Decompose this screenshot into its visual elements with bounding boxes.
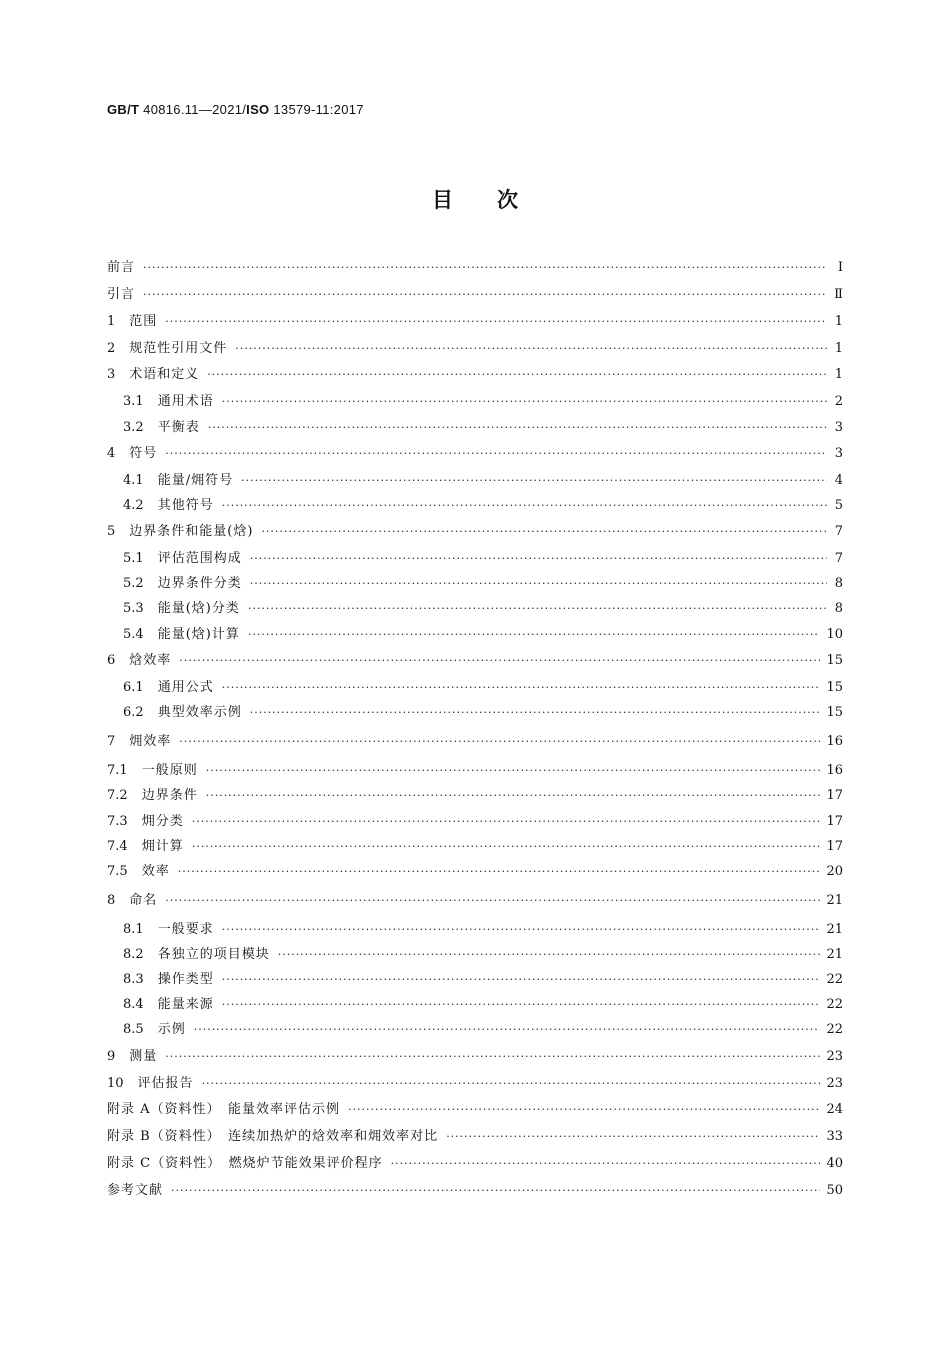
dot-leader xyxy=(250,574,827,594)
toc-entry[interactable] xyxy=(107,995,843,1015)
toc-entry-page: 7 xyxy=(834,524,843,539)
toc-entry-number: 10 xyxy=(107,1076,124,1091)
toc-entry-page: 22 xyxy=(826,1022,843,1037)
toc-entry-title: 㶲分类 xyxy=(141,814,184,829)
toc-entry[interactable] xyxy=(107,285,843,305)
dot-leader xyxy=(143,285,827,305)
dot-leader xyxy=(222,678,821,698)
toc-entry-page: 2 xyxy=(834,394,843,409)
toc-entry-page: 16 xyxy=(826,763,843,778)
toc-entry-title: 参考文献 xyxy=(107,1183,164,1198)
dot-leader xyxy=(165,444,827,464)
toc-entry-title: 术语和定义 xyxy=(129,367,200,382)
toc-entry-title: 范围 xyxy=(129,314,158,329)
dot-leader xyxy=(248,599,827,619)
toc-entry-page: 15 xyxy=(826,705,843,720)
toc-entry-title: 前言 xyxy=(107,260,136,275)
toc-entry-number: 7.2 xyxy=(107,788,128,803)
toc-entry[interactable] xyxy=(107,1100,843,1120)
toc-entry-title: 能量(焓)计算 xyxy=(157,627,240,642)
toc-entry-title: 一般要求 xyxy=(157,922,214,937)
toc-entry-page: 21 xyxy=(826,893,843,908)
dot-leader xyxy=(165,891,820,911)
toc-entry-page: 23 xyxy=(826,1049,843,1064)
toc-entry-page: 21 xyxy=(826,947,843,962)
dot-leader xyxy=(143,258,827,278)
dot-leader xyxy=(348,1100,820,1120)
dot-leader xyxy=(207,365,827,385)
dot-leader xyxy=(446,1127,820,1147)
dot-leader xyxy=(261,522,827,542)
toc-entry-page: 17 xyxy=(826,814,843,829)
toc-entry-title: 边界条件分类 xyxy=(157,576,242,591)
toc-entry[interactable] xyxy=(107,1181,843,1201)
toc-entry[interactable] xyxy=(107,549,843,569)
toc-entry[interactable] xyxy=(107,258,843,278)
toc-entry-page: 3 xyxy=(834,420,843,435)
iso-code: ISO xyxy=(246,102,270,117)
toc-entry-number: 8.1 xyxy=(123,922,144,937)
page-title: 目次 xyxy=(432,188,562,212)
toc-entry[interactable] xyxy=(107,444,843,464)
toc-entry-page: 17 xyxy=(826,839,843,854)
toc-entry-number: 6.1 xyxy=(123,680,144,695)
toc-entry-number: 8.2 xyxy=(123,947,144,962)
toc-entry-title: 操作类型 xyxy=(157,972,214,987)
dot-leader xyxy=(202,1074,821,1094)
dot-leader xyxy=(248,625,821,645)
toc-entry-number: 5.1 xyxy=(123,551,144,566)
toc-entry-number: 6.2 xyxy=(123,705,144,720)
toc-entry-page: 3 xyxy=(834,446,843,461)
toc-entry-title: 示例 xyxy=(157,1022,186,1037)
toc-entry[interactable] xyxy=(107,891,843,911)
toc-entry[interactable] xyxy=(107,574,843,594)
toc-entry[interactable] xyxy=(107,837,843,857)
toc-entry-number: 8.5 xyxy=(123,1022,144,1037)
toc-entry[interactable] xyxy=(107,339,843,359)
toc-entry[interactable] xyxy=(107,920,843,940)
toc-entry-page: 17 xyxy=(826,788,843,803)
toc-entry-page: 21 xyxy=(826,922,843,937)
toc-entry-title: 符号 xyxy=(129,446,158,461)
dot-leader xyxy=(206,786,821,806)
toc-entry-page: 16 xyxy=(826,734,843,749)
toc-entry-title: 附录 C（资料性） 燃烧炉节能效果评价程序 xyxy=(107,1156,383,1171)
toc-entry-number: 5.3 xyxy=(123,601,144,616)
dot-leader xyxy=(165,1047,820,1067)
toc-entry-number: 6 xyxy=(107,653,116,668)
toc-entry-title: 边界条件 xyxy=(141,788,198,803)
dot-leader xyxy=(250,549,827,569)
toc-entry-title: 其他符号 xyxy=(157,498,214,513)
toc-entry-number: 7.1 xyxy=(107,763,128,778)
toc-entry-title: 效率 xyxy=(141,864,170,879)
toc-entry-page: 24 xyxy=(826,1102,843,1117)
dot-leader xyxy=(165,312,827,332)
dot-leader xyxy=(194,1020,821,1040)
document-header xyxy=(107,102,364,117)
dot-leader xyxy=(179,651,820,671)
dot-leader xyxy=(206,761,821,781)
toc-entry[interactable] xyxy=(107,761,843,781)
toc-entry[interactable] xyxy=(107,732,843,752)
toc-entry[interactable] xyxy=(107,496,843,516)
toc-entry-page: 20 xyxy=(826,864,843,879)
toc-entry[interactable] xyxy=(107,945,843,965)
dot-leader xyxy=(192,837,821,857)
toc-entry-number: 3.2 xyxy=(123,420,144,435)
toc-entry-title: 命名 xyxy=(129,893,158,908)
toc-entry-number: 4 xyxy=(107,446,116,461)
dot-leader xyxy=(222,920,821,940)
toc-entry[interactable] xyxy=(107,1154,843,1174)
toc-entry[interactable] xyxy=(107,970,843,990)
toc-entry-page: 7 xyxy=(834,551,843,566)
dot-leader xyxy=(192,812,821,832)
toc-entry[interactable] xyxy=(107,678,843,698)
toc-entry-number: 4.1 xyxy=(123,473,144,488)
toc-entry[interactable] xyxy=(107,471,843,491)
dot-leader xyxy=(171,1181,820,1201)
toc-entry-number: 4.2 xyxy=(123,498,144,513)
dot-leader xyxy=(391,1154,821,1174)
toc-entry[interactable] xyxy=(107,1047,843,1067)
toc-entry-page: 1 xyxy=(834,367,843,382)
standard-number: 40816.11—2021/ xyxy=(139,102,247,117)
toc-entry-title: 㶲计算 xyxy=(141,839,184,854)
toc-entry-title: 能量(焓)分类 xyxy=(157,601,240,616)
toc-entry[interactable] xyxy=(107,812,843,832)
toc-entry[interactable] xyxy=(107,392,843,412)
dot-leader xyxy=(235,339,827,359)
dot-leader xyxy=(179,732,820,752)
toc-entry-page: 50 xyxy=(826,1183,843,1198)
toc-entry-title: 㶲效率 xyxy=(129,734,172,749)
dot-leader xyxy=(278,945,821,965)
toc-entry-title: 评估报告 xyxy=(137,1076,194,1091)
toc-entry[interactable] xyxy=(107,1127,843,1147)
toc-entry-page: 5 xyxy=(834,498,843,513)
toc-entry-page: Ⅰ xyxy=(837,260,843,275)
toc-entry-number: 1 xyxy=(107,314,116,329)
toc-entry-title: 各独立的项目模块 xyxy=(157,947,270,962)
toc-entry-number: 8.3 xyxy=(123,972,144,987)
toc-entry-page: 8 xyxy=(834,576,843,591)
toc-entry-number: 9 xyxy=(107,1049,116,1064)
toc-entry-page: 22 xyxy=(826,997,843,1012)
toc-entry[interactable] xyxy=(107,625,843,645)
dot-leader xyxy=(222,392,827,412)
dot-leader xyxy=(222,496,827,516)
toc-entry-page: 23 xyxy=(826,1076,843,1091)
toc-entry-title: 评估范围构成 xyxy=(157,551,242,566)
toc-entry[interactable] xyxy=(107,599,843,619)
toc-entry-title: 边界条件和能量(焓) xyxy=(129,524,254,539)
toc-entry-title: 一般原则 xyxy=(141,763,198,778)
toc-entry-number: 5.2 xyxy=(123,576,144,591)
toc-entry-number: 3 xyxy=(107,367,116,382)
toc-entry-title: 附录 B（资料性） 连续加热炉的焓效率和㶲效率对比 xyxy=(107,1129,439,1144)
toc-entry-page: 40 xyxy=(826,1156,843,1171)
toc-entry-number: 7.3 xyxy=(107,814,128,829)
toc-entry-page: 15 xyxy=(826,653,843,668)
standard-code: GB/T xyxy=(107,102,140,117)
toc-entry[interactable] xyxy=(107,703,843,723)
iso-number: 13579-11:2017 xyxy=(269,102,364,117)
toc-entry-number: 2 xyxy=(107,341,116,356)
toc-entry-number: 5.4 xyxy=(123,627,144,642)
toc-entry-number: 7 xyxy=(107,734,116,749)
toc-entry-page: 33 xyxy=(826,1129,843,1144)
toc-entry-title: 典型效率示例 xyxy=(157,705,242,720)
toc-entry-title: 通用公式 xyxy=(157,680,214,695)
toc-entry-page: 8 xyxy=(834,601,843,616)
toc-entry-page: 1 xyxy=(834,314,843,329)
toc-entry[interactable] xyxy=(107,312,843,332)
toc-entry-title: 规范性引用文件 xyxy=(129,341,228,356)
toc-entry[interactable] xyxy=(107,651,843,671)
dot-leader xyxy=(222,970,821,990)
toc-entry-title: 引言 xyxy=(107,287,136,302)
toc-entry-number: 3.1 xyxy=(123,394,144,409)
dot-leader xyxy=(241,471,827,491)
toc-entry-number: 7.4 xyxy=(107,839,128,854)
toc-entry-number: 7.5 xyxy=(107,864,128,879)
toc-entry[interactable] xyxy=(107,1020,843,1040)
toc-entry-title: 能量/㶲符号 xyxy=(157,473,234,488)
toc-entry-number: 8.4 xyxy=(123,997,144,1012)
dot-leader xyxy=(222,995,821,1015)
toc-entry-page: 10 xyxy=(826,627,843,642)
toc-entry-title: 能量来源 xyxy=(157,997,214,1012)
toc-entry-page: 15 xyxy=(826,680,843,695)
toc-entry-page: 22 xyxy=(826,972,843,987)
toc-entry[interactable] xyxy=(107,862,843,882)
toc-entry-page: 1 xyxy=(834,341,843,356)
toc-entry-page: Ⅱ xyxy=(834,287,843,302)
toc-entry[interactable] xyxy=(107,418,843,438)
toc-entry-title: 焓效率 xyxy=(129,653,172,668)
dot-leader xyxy=(178,862,821,882)
toc-entry-title: 通用术语 xyxy=(157,394,214,409)
dot-leader xyxy=(250,703,821,723)
toc-entry-page: 4 xyxy=(834,473,843,488)
toc-entry-title: 附录 A（资料性） 能量效率评估示例 xyxy=(107,1102,341,1117)
toc-entry-number: 8 xyxy=(107,893,116,908)
toc-entry-title: 平衡表 xyxy=(157,420,200,435)
toc-entry-number: 5 xyxy=(107,524,116,539)
toc-entry[interactable] xyxy=(107,786,843,806)
toc-entry[interactable] xyxy=(107,1074,843,1094)
toc-entry[interactable] xyxy=(107,365,843,385)
toc-entry-title: 测量 xyxy=(129,1049,158,1064)
dot-leader xyxy=(208,418,827,438)
toc-entry[interactable] xyxy=(107,522,843,542)
